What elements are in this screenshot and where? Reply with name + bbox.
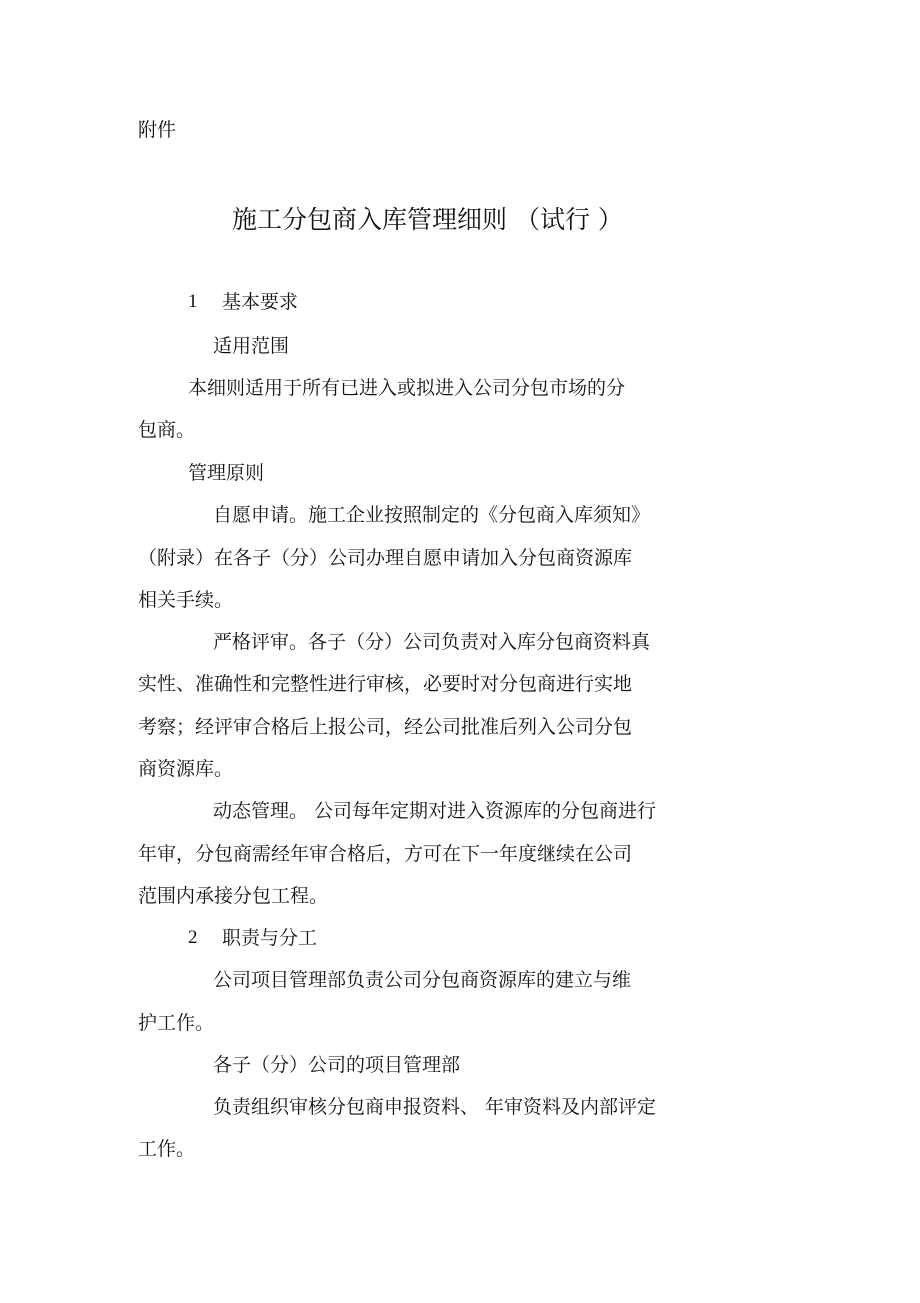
principle-3-line-2: 年审，分包商需经年审合格后，方可在下一年度继续在公司 [138, 843, 633, 865]
principle-2-line-3: 考察；经评审合格后上报公司，经公司批准后列入公司分包 [138, 716, 633, 738]
section-2-heading: 职责与分工 [222, 927, 318, 949]
principle-1-line-1: 自愿申请。施工企业按照制定的《分包商入库须知》 [213, 504, 651, 526]
principle-2-line-4: 商资源库。 [138, 758, 234, 780]
principle-1-line-2: （附录）在各子（分）公司办理自愿申请加入分包商资源库 [138, 547, 633, 569]
document-title: 施工分包商入库管理细则 （试行 ） [232, 205, 623, 234]
annex-label: 附件 [138, 119, 177, 141]
hq-duty-line-2: 护工作。 [138, 1012, 215, 1034]
subsidiary-duty-line-1: 负责组织审核分包商申报资料、 年审资料及内部评定 [213, 1096, 657, 1118]
principle-3-line-3: 范围内承接分包工程。 [138, 885, 329, 907]
scope-heading: 适用范围 [213, 335, 290, 357]
section-1-heading: 基本要求 [222, 291, 299, 313]
scope-line-2: 包商。 [138, 419, 196, 441]
section-2-number: 2 [188, 927, 198, 948]
principle-2-line-1: 严格评审。各子（分）公司负责对入库分包商资料真 [213, 631, 651, 653]
principle-2-line-2: 实性、准确性和完整性进行审核，必要时对分包商进行实地 [138, 673, 633, 695]
principles-heading: 管理原则 [188, 462, 265, 484]
section-1-number: 1 [188, 291, 198, 312]
hq-duty-line-1: 公司项目管理部负责公司分包商资源库的建立与维 [213, 969, 632, 991]
principle-3-line-1: 动态管理。 公司每年定期对进入资源库的分包商进行 [213, 800, 657, 822]
subsidiary-heading: 各子（分）公司的项目管理部 [213, 1054, 461, 1076]
subsidiary-duty-line-2: 工作。 [138, 1138, 196, 1160]
principle-1-line-3: 相关手续。 [138, 589, 234, 611]
scope-line-1: 本细则适用于所有已进入或拟进入公司分包市场的分 [188, 377, 626, 399]
